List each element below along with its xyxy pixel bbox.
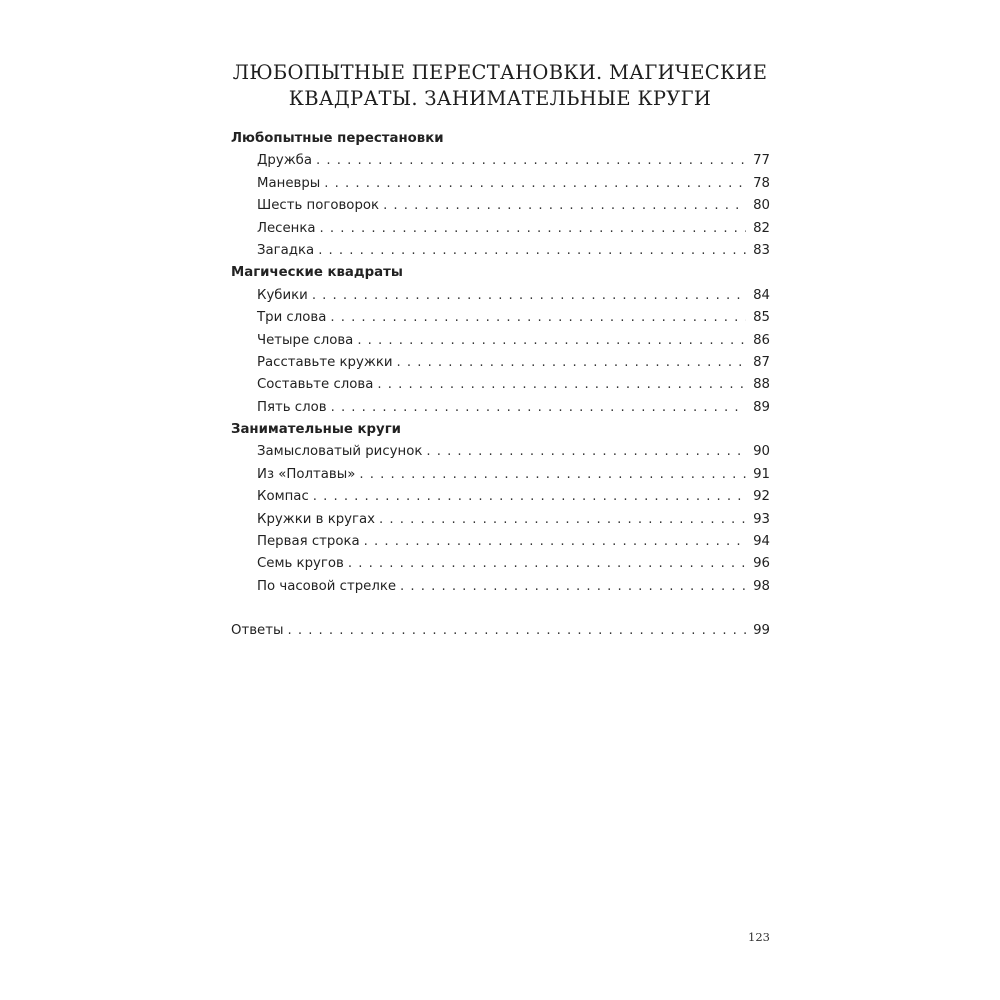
dot-leader: [331, 397, 746, 419]
entry-title: Составьте слова: [257, 377, 374, 393]
section-heading-entertaining-circles: Занимательные круги: [231, 422, 401, 438]
section-heading-magic-squares: Магические квадраты: [231, 265, 403, 281]
entry-title: Кубики: [257, 287, 308, 303]
toc-entry[interactable]: [231, 576, 770, 598]
toc-entry[interactable]: [231, 330, 770, 352]
entry-page-number: 90: [753, 444, 770, 460]
dot-leader: [324, 173, 746, 195]
page-number: 123: [748, 930, 770, 944]
toc-entry[interactable]: [231, 553, 770, 575]
entry-title: Первая строка: [257, 534, 360, 550]
entry-title: Компас: [257, 489, 309, 505]
entry-page-number: 86: [753, 332, 770, 348]
entry-title: Дружба: [257, 153, 313, 169]
dot-leader: [383, 195, 746, 217]
toc-entry[interactable]: [231, 240, 770, 262]
entry-page-number: 98: [753, 578, 770, 594]
toc-entry-answers[interactable]: [231, 620, 770, 642]
toc-entry[interactable]: [231, 509, 770, 531]
entry-title: Шесть поговорок: [257, 198, 380, 214]
entry-page-number: 91: [753, 466, 770, 482]
dot-leader: [400, 576, 746, 598]
dot-leader: [313, 486, 746, 508]
entry-title: Маневры: [257, 175, 321, 191]
entry-title: Четыре слова: [257, 332, 354, 348]
entry-page-number: 87: [753, 354, 770, 370]
toc-entry[interactable]: [231, 173, 770, 195]
entry-title: Ответы: [231, 623, 284, 639]
toc-entry[interactable]: [231, 441, 770, 463]
entry-page-number: 77: [753, 153, 770, 169]
toc-entry[interactable]: [231, 352, 770, 374]
toc-entry[interactable]: [231, 374, 770, 396]
entry-page-number: 82: [753, 220, 770, 236]
dot-leader: [312, 285, 746, 307]
dot-leader: [287, 620, 746, 642]
toc-entry[interactable]: [231, 285, 770, 307]
section-heading-curious-permutations: Любопытные перестановки: [231, 131, 444, 146]
entry-page-number: 80: [753, 198, 770, 214]
page-title: [230, 60, 770, 112]
entry-title: Загадка: [257, 242, 315, 258]
entry-title: Пять слов: [257, 399, 327, 415]
toc-entry[interactable]: [231, 531, 770, 553]
entry-page-number: 84: [753, 287, 770, 303]
toc-entry[interactable]: [231, 195, 770, 217]
entry-page-number: 99: [753, 623, 770, 639]
entry-page-number: 93: [753, 511, 770, 527]
entry-page-number: 83: [753, 242, 770, 258]
entry-page-number: 92: [753, 489, 770, 505]
entry-page-number: 85: [753, 310, 770, 326]
table-of-contents: [231, 128, 770, 643]
toc-entry[interactable]: [231, 486, 770, 508]
entry-title: Кружки в кругах: [257, 511, 376, 527]
entry-title: Три слова: [257, 310, 327, 326]
dot-leader: [379, 509, 746, 531]
dot-leader: [330, 307, 746, 329]
page-title-line-1: ЛЮБОПЫТНЫЕ ПЕРЕСТАНОВКИ. МАГИЧЕСКИЕ: [232, 61, 768, 84]
entry-page-number: 94: [753, 534, 770, 550]
dot-leader: [377, 374, 746, 396]
entry-title: Из «Полтавы»: [257, 466, 356, 482]
entry-title: По часовой стрелке: [257, 578, 397, 594]
entry-page-number: 88: [753, 377, 770, 393]
dot-leader: [426, 441, 746, 463]
entry-page-number: 96: [753, 556, 770, 572]
entry-page-number: 89: [753, 399, 770, 415]
entry-title: Семь кругов: [257, 556, 344, 572]
dot-leader: [348, 553, 746, 575]
entry-title: Расставьте кружки: [257, 354, 393, 370]
dot-leader: [318, 240, 746, 262]
dot-leader: [364, 531, 746, 553]
page-title-line-2: КВАДРАТЫ. ЗАНИМАТЕЛЬНЫЕ КРУГИ: [288, 87, 712, 110]
dot-leader: [320, 218, 746, 240]
dot-leader: [357, 330, 746, 352]
toc-entry[interactable]: [231, 150, 770, 172]
entry-title: Замысловатый рисунок: [257, 444, 423, 460]
dot-leader: [359, 464, 746, 486]
toc-entry[interactable]: [231, 464, 770, 486]
dot-leader: [316, 150, 746, 172]
dot-leader: [397, 352, 746, 374]
entry-title: Лесенка: [257, 220, 316, 236]
section-spacer: [231, 598, 770, 620]
toc-entry[interactable]: [231, 397, 770, 419]
toc-entry[interactable]: [231, 307, 770, 329]
toc-entry[interactable]: [231, 218, 770, 240]
entry-page-number: 78: [753, 175, 770, 191]
